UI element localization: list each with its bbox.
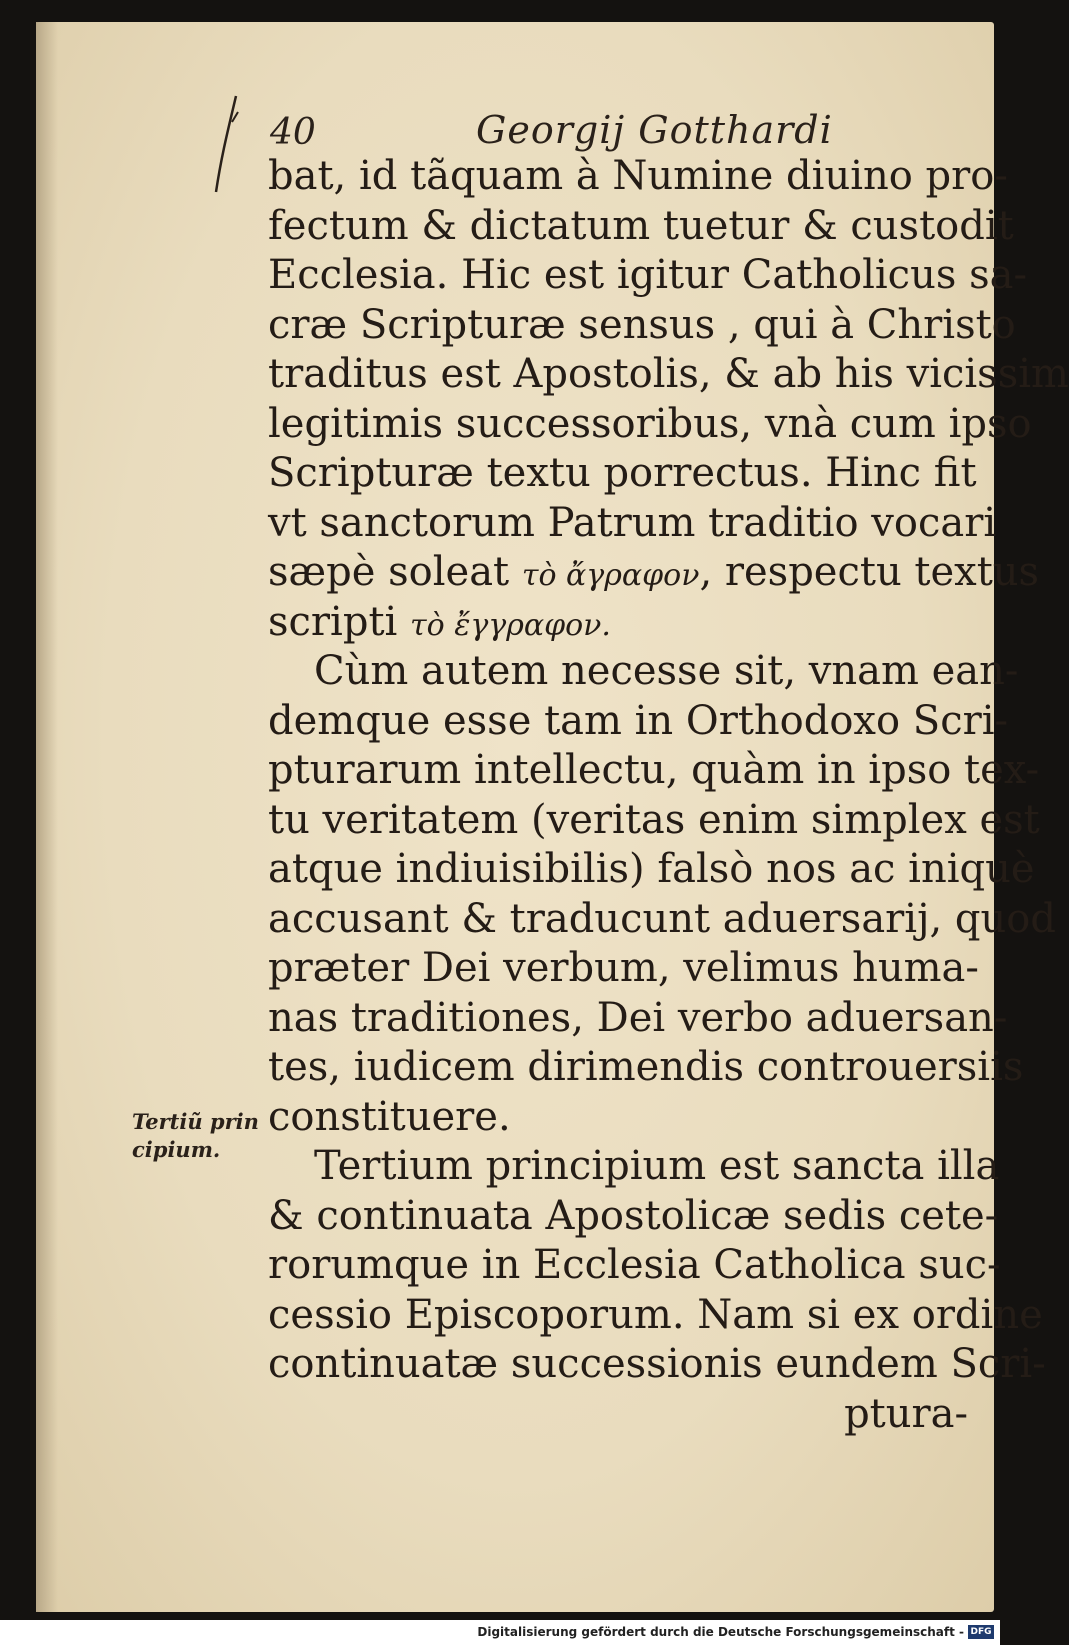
text-line: tes, iudicem dirimendis controuersiis bbox=[268, 1044, 1024, 1090]
paragraph-first-line: Tertium principium est sancta illa bbox=[314, 1143, 1000, 1189]
text-line: cræ Scripturæ sensus , qui à Christo bbox=[268, 301, 1016, 348]
dfg-logo: DFG bbox=[968, 1625, 994, 1639]
text-line: bat, id tãquam à Numine diuino pro- bbox=[268, 153, 1008, 199]
text-line: cessio Episcoporum. Nam si ex ordine bbox=[268, 1291, 1043, 1338]
page-gutter-shadow bbox=[36, 22, 58, 1612]
catchword: ptura- bbox=[844, 1390, 968, 1437]
book-page bbox=[36, 22, 1069, 1612]
marginal-note bbox=[132, 1108, 259, 1164]
funding-credit: Digitalisierung gefördert durch die Deutsche Forschungsgemeinschaft - bbox=[477, 1625, 964, 1639]
text-line: præter Dei verbum, velimus huma- bbox=[268, 945, 979, 991]
text-line: vt sanctorum Patrum traditio vocari bbox=[268, 499, 997, 546]
text-line: accusant & traducunt aduersarij, quod bbox=[268, 895, 1056, 942]
text-fragment: sæpè soleat bbox=[268, 549, 510, 595]
text-fragment: scripti bbox=[268, 598, 398, 645]
text-fragment: , respectu textus bbox=[699, 549, 1040, 595]
text-line: legitimis successoribus, vnà cum ipso bbox=[268, 400, 1032, 447]
text-line: constituere. bbox=[268, 1093, 511, 1140]
text-line: atque indiuisibilis) falsò nos ac iniquè bbox=[268, 846, 1035, 892]
text-line: Scripturæ textu porrectus. Hinc fit bbox=[268, 450, 977, 496]
marginal-note-line: Tertiũ prin bbox=[132, 1109, 259, 1134]
text-line: traditus est Apostolis, & ab his vicissim bbox=[268, 351, 1069, 397]
text-line: Ecclesia. Hic est igitur Catholicus sa- bbox=[268, 252, 1027, 298]
text-line: demque esse tam in Orthodoxo Scri- bbox=[268, 697, 1009, 744]
text-line: continuatæ successionis eundem Scri- bbox=[268, 1341, 1046, 1387]
text-line-with-greek bbox=[268, 548, 1040, 598]
digitization-footer bbox=[0, 1620, 1000, 1645]
greek-phrase: τὸ ἄγραφον bbox=[521, 558, 700, 593]
main-text-block bbox=[268, 152, 1069, 1439]
greek-phrase: τὸ ἔγγραφον. bbox=[410, 607, 611, 643]
text-line: rorumque in Ecclesia Catholica suc- bbox=[268, 1242, 1001, 1288]
text-line: tu veritatem (veritas enim simplex est bbox=[268, 796, 1040, 843]
text-line: pturarum intellectu, quàm in ipso tex- bbox=[268, 747, 1040, 793]
marginal-note-line: cipium. bbox=[132, 1137, 221, 1162]
running-title: Georgij Gotthardi bbox=[476, 108, 833, 152]
page-number: 40 bbox=[270, 112, 316, 153]
text-line: fectum & dictatum tuetur & custodit bbox=[268, 202, 1014, 249]
text-line: nas traditiones, Dei verbo aduersan- bbox=[268, 994, 1008, 1041]
text-line: & continuata Apostolicæ sedis cete- bbox=[268, 1192, 999, 1239]
text-line-with-greek bbox=[268, 598, 968, 648]
paragraph-first-line: Cùm autem necesse sit, vnam ean- bbox=[314, 648, 1019, 694]
